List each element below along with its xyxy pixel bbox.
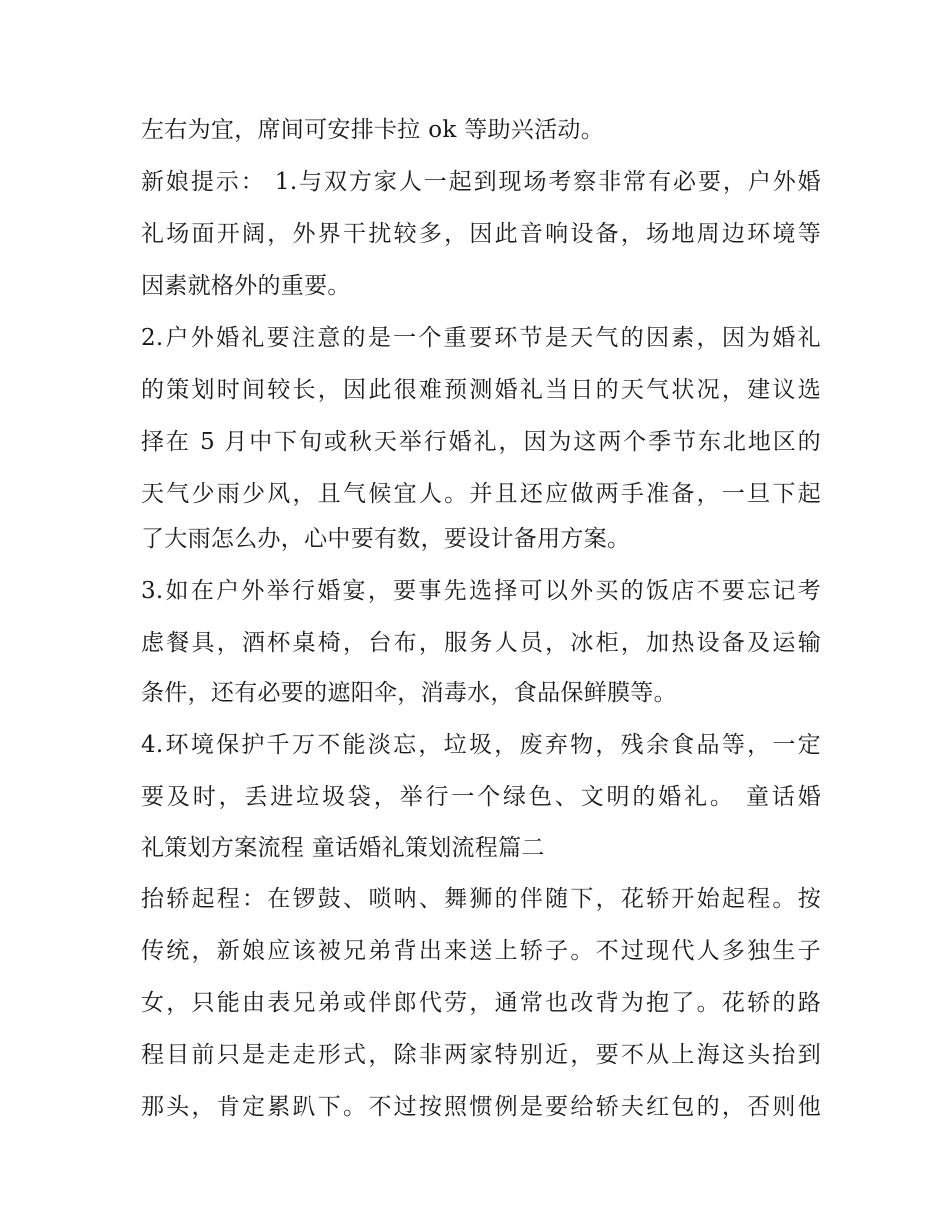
text-line: 传统，新娘应该被兄弟背出来送上轿子。不过现代人多独生子 [141, 938, 821, 964]
text-line: 左右为宜，席间可安排卡拉 ok 等助兴活动。 [141, 117, 605, 143]
text-line: 3.如在户外举行婚宴，要事先选择可以外买的饭店不要忘记考 [141, 578, 821, 604]
text-line: 了大雨怎么办，心中要有数，要设计备用方案。 [141, 526, 631, 552]
text-line: 择在 5 月中下旬或秋天举行婚礼，因为这两个季节东北地区的 [141, 429, 821, 455]
text-line: 抬轿起程：在锣鼓、唢呐、舞狮的伴随下，花轿开始起程。按 [141, 886, 821, 912]
text-line: 新娘提示： 1.与双方家人一起到现场考察非常有必要，户外婚 [141, 169, 821, 195]
text-line: 4.环境保护千万不能淡忘，垃圾，废弃物，残余食品等，一定 [141, 732, 821, 758]
text-line: 虑餐具，酒杯桌椅，台布，服务人员，冰柜，加热设备及运输 [141, 630, 821, 656]
text-line: 天气少雨少风，且气候宜人。并且还应做两手准备，一旦下起 [141, 481, 821, 507]
text-line: 的策划时间较长，因此很难预测婚礼当日的天气状况，建议选 [141, 377, 821, 403]
text-line: 女，只能由表兄弟或伴郎代劳，通常也改背为抱了。花轿的路 [141, 990, 821, 1016]
text-line: 要及时，丢进垃圾袋，举行一个绿色、文明的婚礼。 童话婚 [141, 784, 821, 810]
text-line: 那头，肯定累趴下。不过按照惯例是要给轿夫红包的，否则他 [141, 1094, 821, 1120]
text-line: 礼策划方案流程 童话婚礼策划流程篇二 [141, 835, 545, 861]
text-line: 因素就格外的重要。 [141, 273, 351, 299]
text-line: 礼场面开阔，外界干扰较多，因此音响设备，场地周边环境等 [141, 221, 821, 247]
text-line: 2.户外婚礼要注意的是一个重要环节是天气的因素，因为婚礼 [141, 325, 821, 351]
text-line: 程目前只是走走形式，除非两家特别近，要不从上海这头抬到 [141, 1042, 821, 1068]
text-line: 条件，还有必要的遮阳伞，消毒水，食品保鲜膜等。 [141, 680, 677, 706]
